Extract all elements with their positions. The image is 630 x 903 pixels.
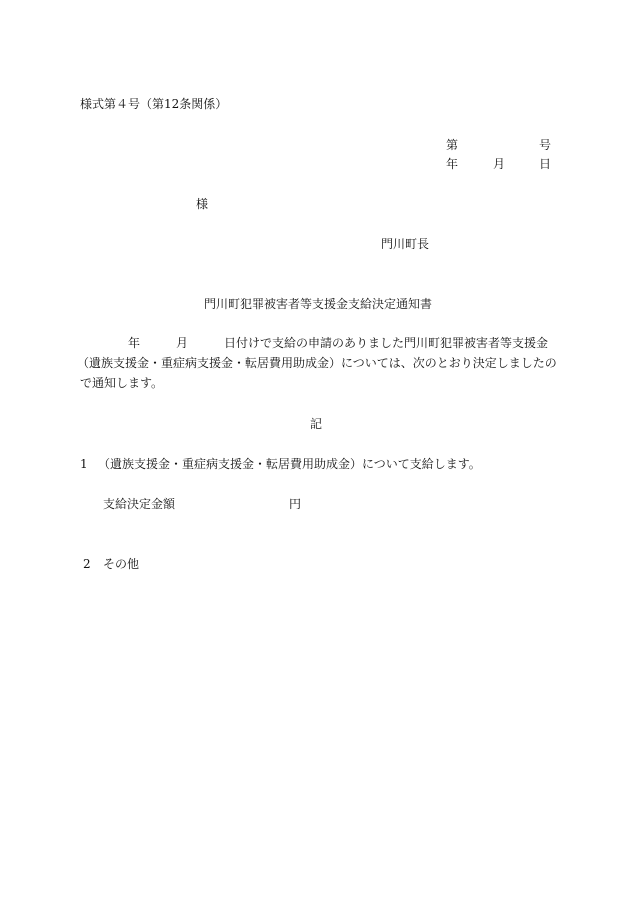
document-number-prefix: 第 xyxy=(446,138,459,152)
addressee: 様 xyxy=(196,197,209,211)
body-line2: （遺族支援金・重症病支援金・転居費用助成金）については、次のとおり決定しましたの xyxy=(77,356,557,370)
issuer: 門川町長 xyxy=(381,237,430,251)
date-day: 日 xyxy=(539,157,552,171)
item-2-number: 2 xyxy=(83,557,91,571)
item-2-text: その他 xyxy=(103,557,140,571)
amount-unit: 円 xyxy=(289,497,302,511)
body-line3: で通知します。 xyxy=(80,376,164,390)
item-1-text: （遺族支援金・重症病支援金・転居費用助成金）について支給します。 xyxy=(98,457,481,471)
item-1-number: 1 xyxy=(80,457,88,471)
body-year: 年 xyxy=(128,336,141,350)
document-title: 門川町犯罪被害者等支援金支給決定通知書 xyxy=(204,297,433,311)
document-number-suffix: 号 xyxy=(539,138,552,152)
date-month: 月 xyxy=(493,157,506,171)
date-year: 年 xyxy=(446,157,459,171)
ki-heading: 記 xyxy=(310,417,323,431)
amount-label: 支給決定金額 xyxy=(103,497,176,511)
form-label: 様式第４号（第12条関係） xyxy=(80,97,228,111)
body-line1: 日付けで支給の申請のありました門川町犯罪被害者等支援金 xyxy=(224,336,549,350)
body-month: 月 xyxy=(176,336,189,350)
